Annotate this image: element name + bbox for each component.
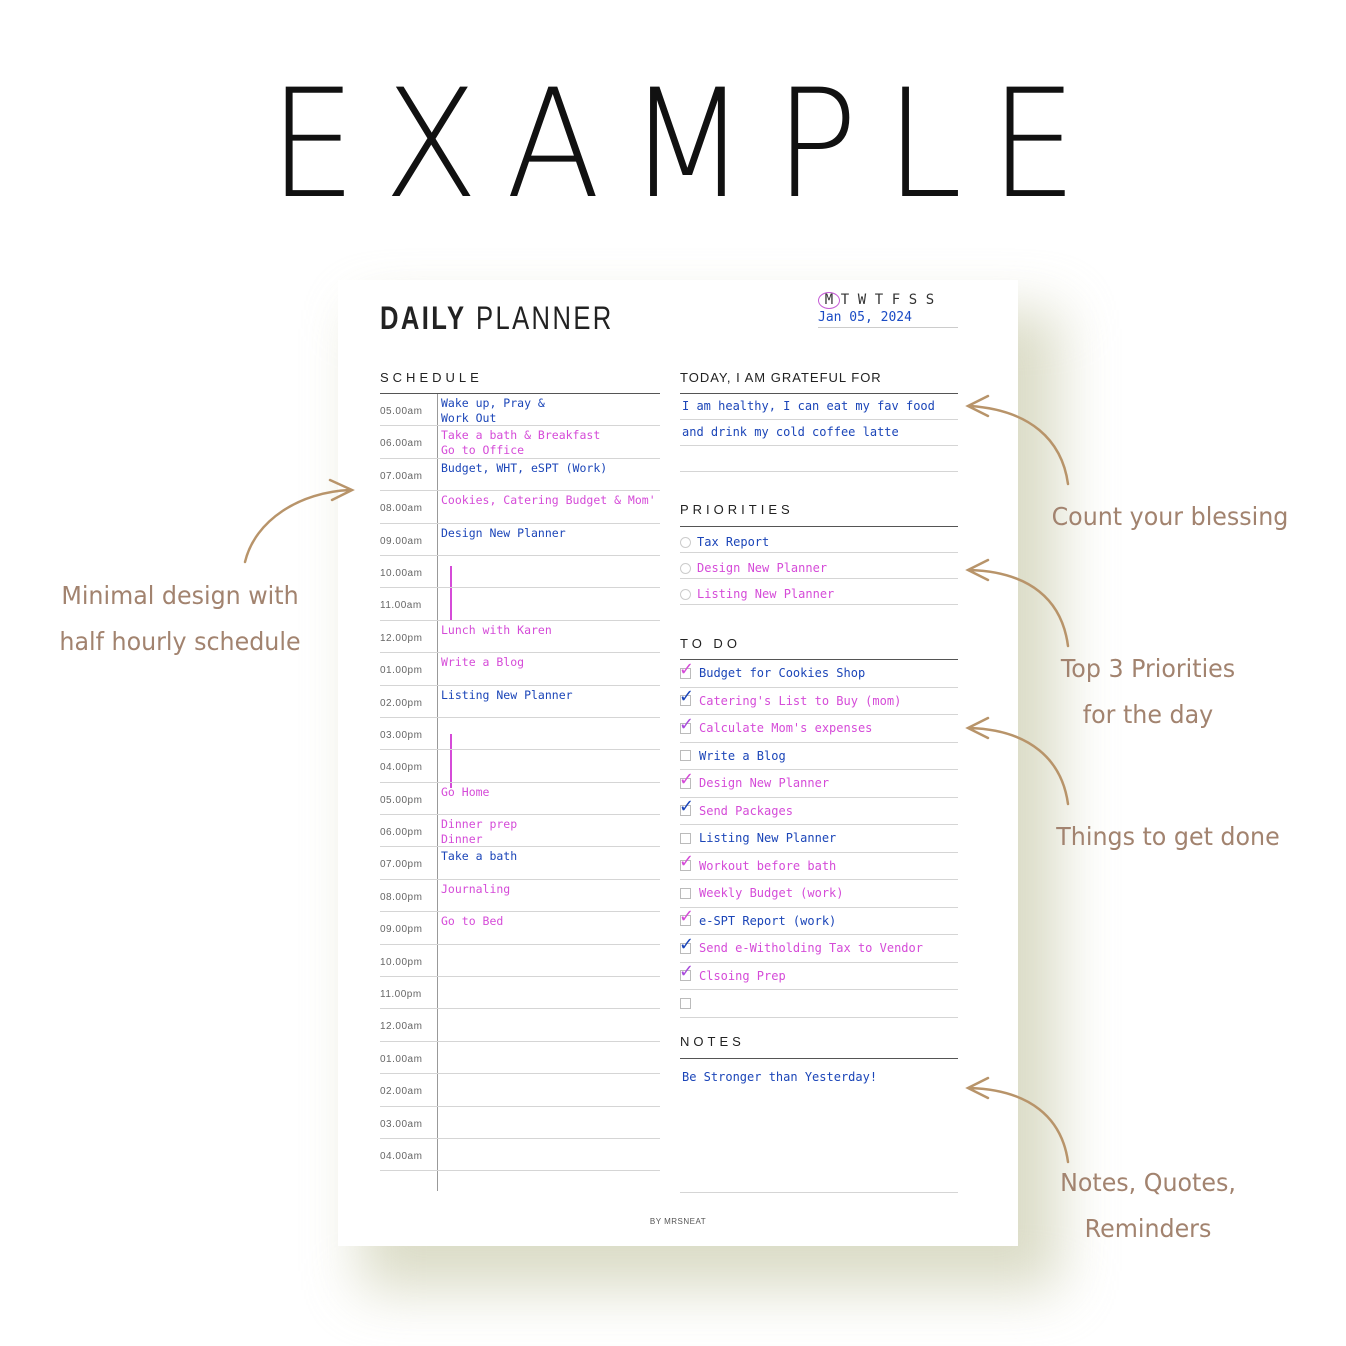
schedule-time: 10.00pm xyxy=(380,956,423,968)
callout-schedule-line2: half hourly schedule xyxy=(59,627,301,656)
grateful-title: TODAY, I AM GRATEFUL FOR xyxy=(680,370,882,385)
schedule-title: SCHEDULE xyxy=(380,370,483,385)
weekday-4[interactable]: F xyxy=(891,292,908,308)
todo-label: Clsoing Prep xyxy=(699,968,786,983)
todo-label: Send e-Witholding Tax to Vendor xyxy=(699,941,923,956)
schedule-task: Cookies, Catering Budget & Mom' xyxy=(441,493,656,508)
priority-label: Design New Planner xyxy=(697,561,828,575)
callout-notes-line1: Notes, Quotes, xyxy=(1060,1168,1236,1197)
arrow-schedule xyxy=(245,490,350,562)
planner-date: Jan 05, 2024 xyxy=(818,310,958,328)
todo-label: e-SPT Report (work) xyxy=(699,913,837,928)
callout-todo: Things to get done xyxy=(1056,822,1280,851)
priority-label: Listing New Planner xyxy=(697,587,835,601)
schedule-task: Budget, WHT, eSPT (Work) xyxy=(441,460,608,475)
schedule-time: 03.00pm xyxy=(380,729,423,741)
schedule-task: Take a bath & Breakfast Go to Office xyxy=(441,428,601,458)
weekday-6[interactable]: S xyxy=(925,292,942,308)
schedule-time: 01.00am xyxy=(380,1053,423,1065)
schedule-time: 06.00pm xyxy=(380,827,423,839)
schedule-time: 04.00am xyxy=(380,1150,423,1162)
arrow-priorities xyxy=(970,570,1068,646)
schedule-task: Wake up, Pray & Work Out xyxy=(441,396,545,425)
priority-label: Tax Report xyxy=(697,535,770,549)
schedule-time: 02.00am xyxy=(380,1086,423,1098)
todo-label: Design New Planner xyxy=(699,776,830,791)
grateful-line[interactable]: and drink my cold coffee latte xyxy=(680,420,958,446)
grateful-line[interactable]: I am healthy, I can eat my fav food xyxy=(680,394,958,420)
checkmark-icon: ✓ xyxy=(679,796,695,818)
schedule-task: Write a Blog xyxy=(441,655,525,670)
schedule-time: 02.00pm xyxy=(380,697,423,709)
todo-label: Listing New Planner xyxy=(699,831,837,846)
schedule-task: Take a bath xyxy=(441,849,518,864)
schedule-time: 12.00pm xyxy=(380,632,423,644)
checkmark-icon: ✓ xyxy=(679,961,695,983)
notes-text: Be Stronger than Yesterday! xyxy=(682,1070,878,1084)
schedule-task: Dinner prep Dinner xyxy=(441,817,518,847)
arrow-todo xyxy=(970,728,1068,804)
todo-label: Calculate Mom's expenses xyxy=(699,721,873,736)
arrow-notes xyxy=(970,1088,1068,1162)
planner-title-light: PLANNER xyxy=(475,300,614,336)
schedule-task: Go to Bed xyxy=(441,914,504,929)
checkmark-icon: ✓ xyxy=(679,713,695,735)
todo-label: Send Packages xyxy=(699,803,793,818)
schedule-time: 07.00am xyxy=(380,470,423,482)
checkmark-icon: ✓ xyxy=(679,686,695,708)
schedule-time: 12.00am xyxy=(380,1021,423,1033)
weekday-3[interactable]: T xyxy=(874,292,891,308)
schedule-time: 05.00am xyxy=(380,406,423,417)
planner-footer: BY MRSNEAT xyxy=(649,1217,707,1226)
weekday-2[interactable]: W xyxy=(857,292,874,308)
callout-blessing: Count your blessing xyxy=(1051,502,1289,531)
schedule-time: 01.00pm xyxy=(380,665,423,677)
callout-priorities-line2: for the day xyxy=(1082,700,1214,729)
callout-priorities-line1: Top 3 Priorities xyxy=(1060,654,1236,683)
schedule-time: 08.00am xyxy=(380,503,423,515)
schedule-time: 11.00am xyxy=(380,600,422,612)
schedule-task: Go Home xyxy=(441,784,490,799)
schedule-task: Journaling xyxy=(441,881,511,896)
todo-label: Write a Blog xyxy=(699,748,786,763)
checkmark-icon: ✓ xyxy=(679,658,695,680)
schedule-task: Listing New Planner xyxy=(441,687,573,702)
notes-title: NOTES xyxy=(680,1034,745,1049)
schedule-time: 07.00pm xyxy=(380,859,423,871)
callout-schedule-line1: Minimal design with xyxy=(61,581,299,610)
schedule-time: 11.00pm xyxy=(380,989,422,1001)
schedule-task: Lunch with Karen xyxy=(441,622,552,637)
arrow-blessing xyxy=(970,406,1068,484)
schedule-time: 03.00am xyxy=(380,1118,423,1130)
todo-label: Weekly Budget (work) xyxy=(699,886,844,901)
planner-title-bold: DAILY xyxy=(380,300,467,336)
todo-label: Catering's List to Buy (mom) xyxy=(699,693,902,708)
weekday-1[interactable]: T xyxy=(840,292,857,308)
schedule-time: 09.00am xyxy=(380,535,423,547)
headline: EXAMPLE xyxy=(268,58,1105,232)
weekday-0[interactable]: M xyxy=(818,292,840,309)
todo-label: Workout before bath xyxy=(699,858,837,873)
todo-title: TO DO xyxy=(680,636,741,651)
priorities-title: PRIORITIES xyxy=(680,502,794,517)
checkmark-icon: ✓ xyxy=(679,906,695,928)
schedule-time: 05.00pm xyxy=(380,794,423,806)
callout-notes-line2: Reminders xyxy=(1084,1214,1212,1243)
schedule-time: 04.00pm xyxy=(380,762,423,774)
schedule-task: Design New Planner xyxy=(441,525,566,540)
schedule-time: 09.00pm xyxy=(380,924,423,936)
todo-label: Budget for Cookies Shop xyxy=(699,666,866,681)
weekday-5[interactable]: S xyxy=(908,292,925,308)
checkmark-icon: ✓ xyxy=(679,933,695,955)
checkmark-icon: ✓ xyxy=(679,768,695,790)
schedule-time: 08.00pm xyxy=(380,891,423,903)
checkmark-icon: ✓ xyxy=(679,851,695,873)
schedule-time: 06.00am xyxy=(380,438,423,450)
schedule-time: 10.00am xyxy=(380,567,423,579)
